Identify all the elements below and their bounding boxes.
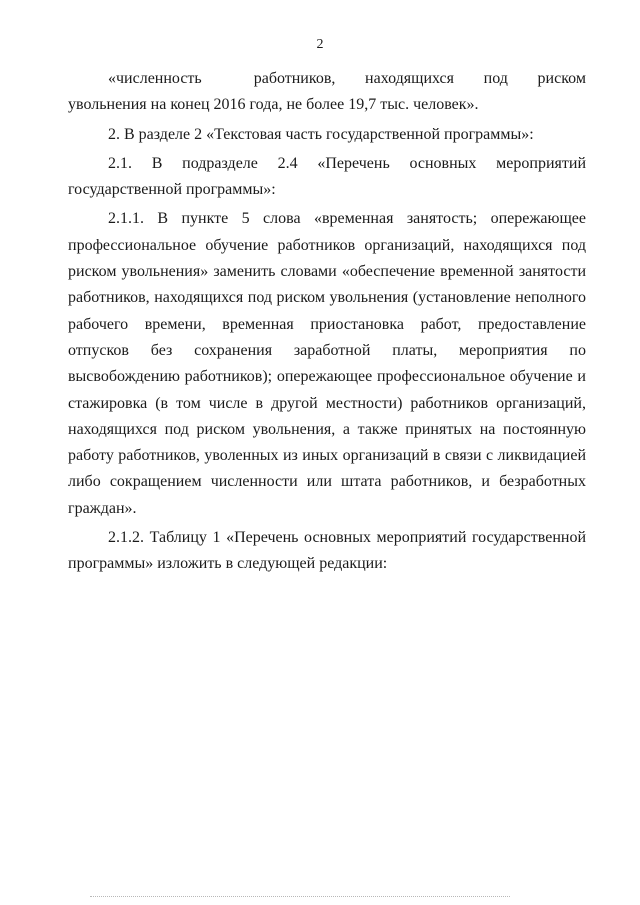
paragraph-quantity-indicator-rest: работников, находящихся под риском увольнения на конец 2016 года, не более 19,7 тыс. человек». xyxy=(68,70,586,114)
paragraph-section-2: 2. В разделе 2 «Текстовая часть государственной программы»: xyxy=(108,125,534,143)
paragraph-quantity-indicator-start: «численность xyxy=(108,70,202,87)
paragraph-item-2-1-1: 2.1.1. В пункте 5 слова «временная занятость; опережающее профессиональное обучение работников организаций, находящихся под риском увольнения» заменить словами «обеспечение временной занятости работников, находящихся под риском увольнения (установление неполного рабочего времени, временная приостановка работ, предоставление отпусков без сохранения заработной платы, мероприятия по высвобождению работников); опережающее профессиональное обучение и стажировка (в том числе в другой местности) работников организаций, находящихся под риском увольнения, а также принятых на постоянную работу работников, уволенных из иных организаций в связи с ликвидацией либо сокращением численности или штата работников, и безработных граждан». xyxy=(68,210,586,517)
paragraph-item-2-1-2: 2.1.2. Таблицу 1 «Перечень основных мероприятий государственной программы» изложить в следующей редакции: xyxy=(68,529,586,573)
page-number: 2 xyxy=(316,37,324,52)
paragraph-quantity-indicator xyxy=(68,66,586,119)
scan-artifact xyxy=(90,896,510,899)
paragraph-subsection-2-1: 2.1. В подразделе 2.4 «Перечень основных мероприятий государственной программы»: xyxy=(68,154,586,199)
document-body xyxy=(68,66,586,578)
